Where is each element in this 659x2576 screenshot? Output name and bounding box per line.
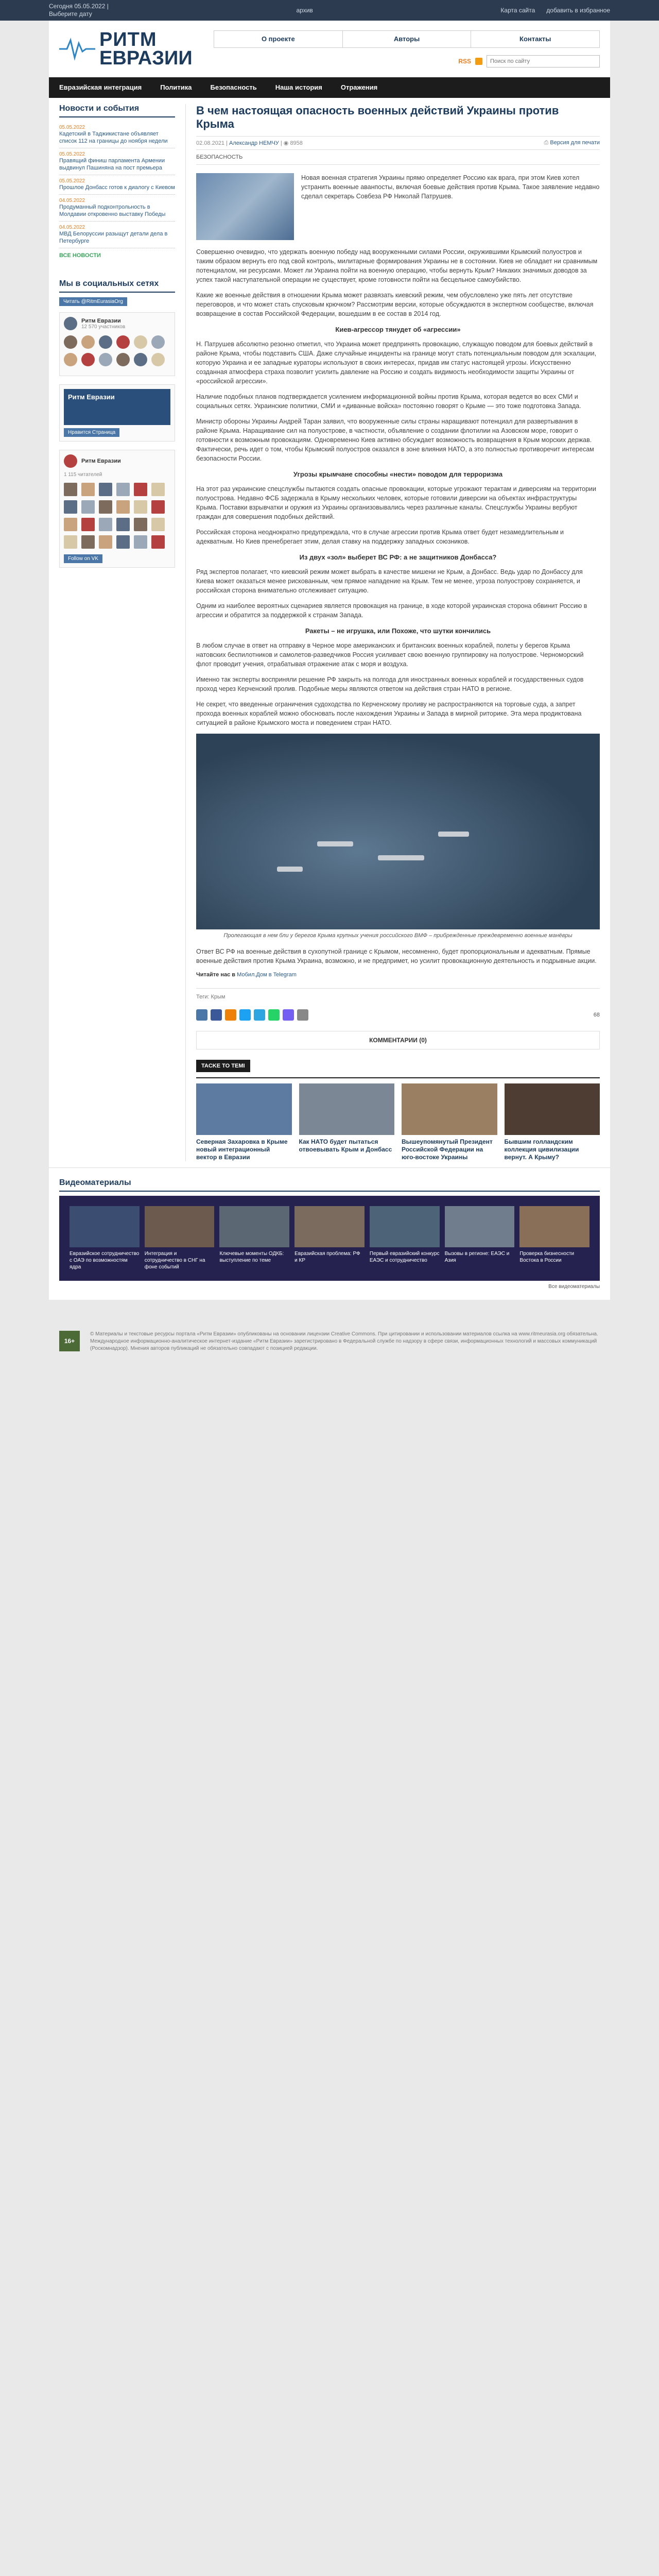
header — [49, 21, 610, 77]
article-paragraph: Министр обороны Украины Андрей Таран заявил, что вооруженные силы страны наращивают потенциал для развертывания в районе Крыма. Наращивание сил на полуострове, в частности, объявление о создании флотилии на Азовском море, говорит о готовности к возможным провокациям. Одновременно Киев активно обсуждает возможность возвращения в Крым морских держав. Фактически, речь идет о том, чтобы Крымский полуостров оказался в зоне влияния НАТО, а это полностью противоречит интересам безопасности России. — [196, 418, 594, 462]
article-subheading: Ракеты – не игрушка, или Похоже, что шутки кончились — [305, 627, 491, 635]
share-count: 68 — [593, 1012, 600, 1018]
vk-avatar — [64, 317, 77, 330]
telegram-button[interactable]: Читать @RitmEurasiaOrg — [59, 297, 127, 306]
tw-avatar — [64, 454, 77, 468]
article-date: 02.08.2021 — [196, 140, 225, 146]
follower-avatar[interactable] — [99, 500, 112, 514]
video-card[interactable] — [519, 1206, 589, 1270]
related-image — [505, 1083, 600, 1135]
date-block — [49, 3, 109, 18]
member-avatar[interactable] — [64, 353, 77, 366]
comments-button[interactable]: КОММЕНТАРИИ (0) — [196, 1031, 600, 1049]
news-title[interactable]: Правящий финиш парламента Армении выдвинул Пашиняна на пост премьера — [59, 158, 165, 171]
article-paragraph: Российская сторона неоднократно предупреждала, что в случае агрессии против Крыма ответ будет незамедлительным и адекватным. Но Киев пренебрегает этим, делая ставку на поддержку западных союзников. — [196, 529, 564, 545]
logo-line-1: РИТМ — [99, 29, 157, 50]
article-subheading: Угрозы крымчане способны «нести» поводом для терроризма — [293, 470, 503, 478]
article-paragraph: На этот раз украинские спецслужбы пытаются создать опасные провокации, которые угрожают терактам и диверсиям на территории полуострова. Недавно ФСБ задержала в Крыму нескольких человек, которые готовили диверсии на объектах инфраструктуры Крыма. Поставки взрывчатки и оружия из Украины организовывались через различные каналы. Спецслужбы Украины вербуют граждан для совершения подобных действий. — [196, 485, 597, 520]
rss-link[interactable]: RSS — [458, 58, 471, 65]
news-date: 04.05.2022 — [59, 198, 85, 204]
article-paragraph: Какие же военные действия в отношении Крыма может развязать киевский режим, чем обусловлено уже пять лет отсутствие переговоров, и что может стать спусковым крючком? Рассмотрим версии, которые обсуждаются в экспертном сообществе, включая возвращение в состав Российской Федерации, вошедшим в ее состав в 2014 год. — [196, 292, 594, 317]
follower-avatar[interactable] — [134, 535, 147, 549]
logo-pulse-icon — [59, 36, 95, 62]
news-title[interactable]: Кадетский в Таджикистане объявляет список 112 на границы до ноября недели — [59, 131, 168, 144]
menu-history[interactable]: Наша история — [275, 83, 322, 91]
news-date: 04.05.2022 — [59, 225, 85, 230]
whatsapp-share-icon[interactable] — [268, 1009, 280, 1021]
follower-avatar[interactable] — [134, 518, 147, 531]
member-avatar[interactable] — [151, 335, 165, 349]
main-menu — [49, 77, 610, 98]
article-paragraph: Одним из наиболее вероятных сценариев является провокация на границе, в ходе которой украинская сторона обвинит Россию в агрессии и обратится за поддержкой к странам Запада. — [196, 602, 587, 619]
email-share-icon[interactable] — [297, 1009, 308, 1021]
search-input[interactable] — [487, 55, 600, 67]
video-card[interactable] — [219, 1206, 289, 1270]
member-avatar[interactable] — [99, 335, 112, 349]
top-bar — [0, 0, 659, 21]
follower-avatar[interactable] — [81, 500, 95, 514]
vk-members-grid — [64, 335, 170, 366]
member-avatar[interactable] — [64, 335, 77, 349]
video-card[interactable] — [70, 1206, 140, 1270]
ok-share-icon[interactable] — [225, 1009, 236, 1021]
follower-avatar[interactable] — [81, 535, 95, 549]
article-subheading: Киев-агрессор тянудет об «агрессии» — [335, 326, 461, 333]
article-subheading: Из двух «зол» выберет ВС РФ: а не защитников Донбасса? — [299, 553, 497, 561]
news-date: 05.05.2022 — [59, 178, 85, 184]
related-image — [299, 1083, 395, 1135]
related-title[interactable]: Северная Захаровка в Крыме новый интеграционный вектор в Евразии — [196, 1138, 288, 1161]
fb-widget — [59, 384, 175, 442]
telegram-promo — [196, 972, 600, 978]
facebook-share-icon[interactable] — [211, 1009, 222, 1021]
video-title: Видеоматериалы — [59, 1178, 600, 1192]
video-caption[interactable]: Проверка бизнесности Востока в России — [519, 1251, 575, 1263]
fb-banner[interactable] — [64, 389, 170, 425]
video-thumb — [219, 1206, 289, 1247]
share-bar — [196, 1005, 600, 1025]
article-paragraph: Ответ ВС РФ на военные действия в сухопутной границе с Крымом, несомненно, будет пропорциональным и адекватным. Прямые военные действия против Крыма Украина, возможно, и не предпримет, но усилит провокационную деятельность и подрывные акции. — [196, 948, 597, 964]
follower-avatar[interactable] — [134, 483, 147, 496]
article-meta: 02.08.2021 | Александр НЕМЧУ | ◉ 8958 ⎙ Версия для печати — [196, 136, 600, 150]
menu-contacts[interactable]: Контакты — [519, 35, 551, 43]
rss-icon[interactable] — [475, 58, 482, 65]
article-paragraph: Наличие подобных планов подтверждается усилением информационной войны против Крыма, которая ведется во всех СМИ и социальных сетях. Украинские политики, СМИ и «диванные войска» постоянно говорят о Крыме — это тоже подготовка Запада. — [196, 393, 581, 410]
telegram-share-icon[interactable] — [254, 1009, 265, 1021]
related-image — [402, 1083, 497, 1135]
social-block-title: Мы в социальных сетях — [59, 279, 175, 293]
age-rating-badge: 16+ — [59, 1331, 80, 1351]
follower-avatar[interactable] — [134, 500, 147, 514]
article-title: В чем настоящая опасность военных действий Украины против Крыма — [196, 104, 559, 130]
footer — [49, 1320, 610, 1363]
vk-members: 12 570 участников — [81, 324, 126, 330]
follower-avatar[interactable] — [151, 535, 165, 549]
related-card[interactable] — [196, 1083, 292, 1161]
video-carousel — [59, 1196, 600, 1281]
today-date: Сегодня 05.05.2022 | — [49, 3, 109, 10]
follower-avatar[interactable] — [99, 518, 112, 531]
telegram-promo-label: Читайте нас в — [196, 972, 236, 978]
video-caption[interactable]: Первый евразийский конкурс ЕАЭС и сотрудничество — [369, 1251, 440, 1263]
news-date: 05.05.2022 — [59, 151, 85, 157]
video-card[interactable] — [370, 1206, 440, 1270]
article-lead: Новая военная стратегия Украины прямо определяет Россию как врага, при этом Киев хотел устранить военные аванпосты, включая боевые действия против Крыма. Такое заявление недавно сделал секретарь Совбеза РФ Николай Патрушев. — [301, 174, 600, 200]
article-paragraph: Ряд экспертов полагает, что киевский режим может выбрать в качестве мишени не Крым, а Донбасс. Ведь удар по Донбассу для Киева может оказаться менее рискованным, чем прямое нападение на Крым. Тем не менее, угроза полуострову сохраняется, и российская сторона внимательно отслеживает ситуацию. — [196, 568, 583, 594]
article-paragraph: Н. Патрушев абсолютно резонно отметил, что Украина может предпринять провокацию, служащую поводом для боевых действий в районе Крыма, чтобы подставить США. Даже случайные инциденты на границе могут стать потенциальным поводом для эскалации, которую Украина и ее западные кураторы используют в своих интересах, придав им статус настоящей угрозы. Искусственно созданная атмосфера страха позволит усилить давление на Россию и создать видимость необходимости защиты Украины от «российской агрессии». — [196, 341, 597, 385]
video-section — [49, 1167, 610, 1300]
member-avatar[interactable] — [116, 353, 130, 366]
add-favorite-link[interactable]: добавить в избранное — [546, 7, 610, 14]
news-item[interactable] — [59, 122, 175, 148]
video-card[interactable] — [445, 1206, 515, 1270]
member-avatar[interactable] — [81, 353, 95, 366]
video-thumb — [145, 1206, 215, 1247]
member-avatar[interactable] — [151, 353, 165, 366]
follower-avatar[interactable] — [64, 483, 77, 496]
menu-authors[interactable]: Авторы — [343, 31, 472, 47]
video-thumb — [370, 1206, 440, 1247]
related-card[interactable] — [505, 1083, 600, 1161]
follower-avatar[interactable] — [116, 535, 130, 549]
related-title[interactable]: Бывшим голландским коллекция цивилизации вернут. А Крыму? — [504, 1138, 579, 1161]
video-thumb — [294, 1206, 365, 1247]
follower-avatar[interactable] — [116, 483, 130, 496]
site-logo[interactable] — [59, 30, 214, 67]
archive-link[interactable]: архив — [296, 7, 313, 14]
footer-text: © Материалы и текстовые ресурсы портала «Ритм Евразии» опубликованы на основании лицензии Creative Commons. При цитировании и использовании материалов ссылка на www.ritmeurasia.org обязательна. Международное информационно-аналитическое интернет-издание «Ритм Евразии» зарегистрировано в Федеральной службе по надзору в сфере связи, информационных технологий и массовых коммуникаций (Роскомнадзор). Мнения авторов публикаций не обязательно совпадают с позицией редакции. — [90, 1331, 598, 1351]
page — [49, 21, 610, 1300]
news-block-title: Новости и события — [59, 104, 175, 117]
twitter-share-icon[interactable] — [239, 1009, 251, 1021]
video-caption[interactable]: Евразийская проблема: РФ и КР — [294, 1251, 360, 1263]
news-title[interactable]: Продуманный подконтрольность в Молдавии откровенно выставку Победы — [59, 204, 166, 217]
follower-avatar[interactable] — [99, 535, 112, 549]
news-title[interactable]: Прошлое Донбасс готов к диалогу с Киевом — [59, 184, 175, 191]
article-paragraph: Совершенно очевидно, что удержать военную победу над вооруженными силами России, окружившими Крымский полуостров и таким образом вернуть его под свой контроль, милитарные формирования Украины не в состоянии. Киев не обладает ни сравнимым потенциалом, ни ресурсами. Может ли Украина пойти на военную операцию, чтобы вернуть Крым? Никаких значимых доводов за успех такой наступательной операции не существует, кроме готовности пойти на бесцельное самоубийство. — [196, 248, 598, 283]
menu-eurasian-integration[interactable]: Евразийская интеграция — [59, 83, 142, 91]
tw-widget — [59, 450, 175, 568]
vk-group-name[interactable]: Ритм Евразии — [81, 317, 121, 324]
article-paragraph: Не секрет, что введенные ограничения судоходства по Керченскому проливу не распространяются на торговые суда, а запрет прохода военных кораблей можно обосновать после нахождения Украины и Запада в мирной риторике. Эта мера продиктована ситуацией в районе Крымского моста и поведением стран НАТО. — [196, 701, 582, 726]
member-avatar[interactable] — [134, 335, 147, 349]
follower-avatar[interactable] — [64, 518, 77, 531]
article-author[interactable]: Александр НЕМЧУ — [229, 140, 279, 146]
print-version-link[interactable]: Версия для печати — [550, 140, 600, 146]
news-title[interactable]: МВД Белоруссии разыщут детали дела в Петербурге — [59, 231, 168, 244]
same-topic-list — [196, 1077, 600, 1161]
related-title[interactable]: Вышеупомянутый Президент Российской Федерации на юго-востоке Украины — [402, 1138, 493, 1161]
related-card[interactable] — [402, 1083, 497, 1161]
menu-reflections[interactable]: Отражения — [340, 83, 378, 91]
follower-avatar[interactable] — [151, 483, 165, 496]
follower-avatar[interactable] — [64, 500, 77, 514]
video-caption[interactable]: Ключевые моменты ОДКБ: выступление по теме — [219, 1251, 284, 1263]
follower-avatar[interactable] — [116, 518, 130, 531]
related-image — [196, 1083, 292, 1135]
menu-security[interactable]: Безопасность — [210, 83, 257, 91]
article — [185, 104, 600, 1161]
article-paragraph: В любом случае в ответ на отправку в Черное море американских и британских военных кораблей, полеты у берегов Крыма натовских беспилотников и самолетов-разведчиков Россия усиливает свою военную группировку на полуострове. Черноморский флот проводит учения, отрабатывая отражение атак с моря и воздуха. — [196, 642, 584, 668]
follower-avatar[interactable] — [116, 500, 130, 514]
viber-share-icon[interactable] — [283, 1009, 294, 1021]
news-item[interactable] — [59, 195, 175, 222]
member-avatar[interactable] — [134, 353, 147, 366]
sidebar — [59, 104, 185, 1161]
all-news-link[interactable]: ВСЕ НОВОСТИ — [59, 252, 101, 259]
vk-widget — [59, 312, 175, 376]
news-item[interactable] — [59, 148, 175, 175]
video-caption[interactable]: Евразийское сотрудничество с ОАЭ по возможностям ядра — [70, 1251, 140, 1270]
eye-icon: ◉ — [283, 140, 289, 146]
video-thumb — [519, 1206, 589, 1247]
member-avatar[interactable] — [99, 353, 112, 366]
telegram-promo-link[interactable]: Мобил.Дом в Telegram — [237, 972, 297, 978]
follower-avatar[interactable] — [151, 500, 165, 514]
follower-avatar[interactable] — [64, 535, 77, 549]
menu-about[interactable]: О проекте — [214, 31, 343, 47]
menu-politics[interactable]: Политика — [160, 83, 192, 91]
article-tags[interactable]: Теги: Крым — [196, 988, 600, 1005]
all-videos-link[interactable]: Все видеоматериалы — [548, 1284, 600, 1290]
news-item[interactable] — [59, 175, 175, 195]
article-rubric[interactable]: БЕЗОПАСНОСТЬ — [196, 150, 600, 165]
related-title[interactable]: Как НАТО будет пытаться отвоевывать Крым и Донбасс — [299, 1138, 392, 1153]
sitemap-link[interactable]: Карта сайта — [500, 7, 535, 14]
news-item[interactable] — [59, 222, 175, 248]
video-caption[interactable]: Вызовы в регионе: ЕАЭС и Азия — [444, 1251, 510, 1263]
vk-share-icon[interactable] — [196, 1009, 207, 1021]
follower-avatar[interactable] — [99, 483, 112, 496]
same-topic-title: TACKE TO TEMI — [196, 1060, 250, 1072]
video-card[interactable] — [294, 1206, 365, 1270]
lead-image — [196, 173, 294, 240]
video-thumb — [70, 1206, 140, 1247]
video-thumb — [445, 1206, 515, 1247]
article-paragraph: Именно так эксперты восприняли решение РФ закрыть на полгода для иностранных военных кораблей и государственных судов проход через Керченский пролив. Подобные меры являются ответом на действия стран НАТО в регионе. — [196, 676, 584, 692]
photo-caption: Пролегающая в нем бли у берегов Крыма крупных учения российского ВМФ – прибрежденные преждевременно военные манёвры — [223, 933, 573, 939]
video-card[interactable] — [145, 1206, 215, 1270]
tw-count: 1 115 читателей — [64, 472, 102, 478]
tw-followers-grid — [64, 483, 170, 549]
fb-like-button[interactable]: Нравится Страница — [64, 428, 119, 437]
related-card[interactable] — [299, 1083, 395, 1161]
choose-date-link[interactable]: Выберите дату — [49, 10, 92, 18]
video-caption[interactable]: Интеграция и сотрудничество в СНГ на фоне событий — [144, 1251, 205, 1270]
top-menu — [214, 30, 600, 48]
news-date: 05.05.2022 — [59, 125, 85, 130]
warships-photo — [196, 734, 600, 929]
tw-follow-button[interactable]: Follow on VK — [64, 554, 102, 563]
member-avatar[interactable] — [116, 335, 130, 349]
fb-page-name: Ритм Евразии — [68, 393, 115, 401]
follower-avatar[interactable] — [81, 518, 95, 531]
tw-name[interactable]: Ритм Евразии — [81, 458, 121, 464]
logo-line-2: ЕВРАЗИИ — [99, 47, 193, 69]
print-icon[interactable]: ⎙ — [544, 140, 549, 146]
article-views: 8958 — [290, 140, 303, 146]
member-avatar[interactable] — [81, 335, 95, 349]
follower-avatar[interactable] — [151, 518, 165, 531]
follower-avatar[interactable] — [81, 483, 95, 496]
